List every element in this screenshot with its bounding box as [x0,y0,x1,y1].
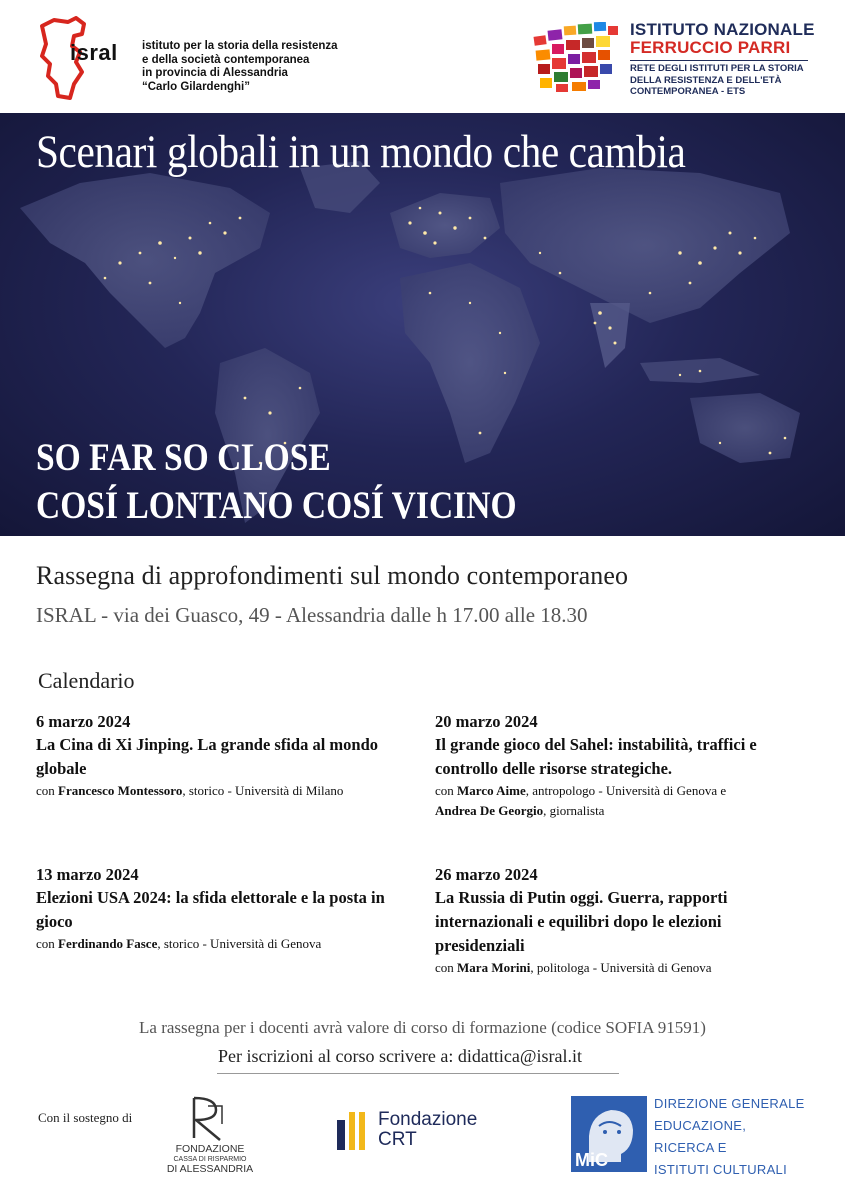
calendar-heading: Calendario [38,668,135,693]
event-date: 26 marzo 2024 [435,865,538,884]
location-time: ISRAL - via dei Guasco, 49 - Alessandria dalle h 17.00 alle 18.30 [36,603,588,627]
enrolment-underline [217,1073,619,1074]
event-speaker: con Mara Morini, politologa - Università di Genova [435,960,712,975]
series-subtitle: Rassegna di approfondimenti sul mondo contemporaneo [36,561,629,590]
event-date: 6 marzo 2024 [36,712,131,731]
banner-subtitle-english: SO FAR SO CLOSE [36,436,331,479]
event-item [435,711,805,821]
fondazione-cra-logo [186,1094,230,1144]
event-item [36,711,416,801]
parri-mosaic-logo [530,22,622,94]
header [0,0,845,112]
event-item [36,864,416,954]
event-item [435,864,805,978]
banner-subtitle-italian: COSÍ LONTANO COSÍ VICINO [36,484,517,527]
event-speaker: con Marco Aime, antropologo - Università di Genova e Andrea De Georgio, giornalista [435,783,727,818]
event-title: La Russia di Putin oggi. Guerra, rapporti internazionali e equilibri dopo le elezioni presidenziali [435,888,728,955]
parri-network-text: RETE DEGLI ISTITUTI PER LA STORIA DELLA RESISTENZA E DELL'ETÀ CONTEMPORANEA - ETS [630,63,804,97]
fondazione-crt-logo [335,1110,371,1150]
event-date: 20 marzo 2024 [435,712,538,731]
event-title: La Cina di Xi Jinping. La grande sfida al mondo globale [36,735,379,778]
event-speaker: con Ferdinando Fasce, storico - Università di Genova [36,936,322,951]
mic-direction-text: DIREZIONE GENERALE EDUCAZIONE, RICERCA E ISTITUTI CULTURALI [654,1096,805,1177]
event-title: Elezioni USA 2024: la sfida elettorale e la posta in gioco [36,888,385,931]
enrolment-email-link[interactable]: Per iscrizioni al corso scrivere a: didattica@isral.it [218,1046,582,1066]
banner-title: Scenari globali in un mondo che cambia [36,126,686,178]
support-label: Con il sostegno di [38,1110,133,1125]
event-date: 13 marzo 2024 [36,865,139,884]
training-note: La rassegna per i docenti avrà valore di corso di formazione (codice SOFIA 91591) [139,1018,706,1037]
mic-label: MiC [575,1150,608,1170]
parri-title-line-1: ISTITUTO NAZIONALE [630,20,815,39]
event-speaker: con Francesco Montessoro, storico - Università di Milano [36,783,344,798]
isral-wordmark: isral [70,40,118,65]
isral-description: istituto per la storia della resistenza e della società contemporanea in provincia di Alessandria “Carlo Gilardenghi” [142,40,338,93]
event-title: Il grande gioco del Sahel: instabilità, traffici e controllo delle risorse strategiche. [435,735,757,778]
mic-logo [571,1096,647,1172]
fondazione-cra-text: FONDAZIONE CASSA DI RISPARMIO DI ALESSANDRIA [166,1143,254,1175]
fondazione-crt-text: Fondazione CRT [378,1109,478,1150]
parri-title-line-2: FERRUCCIO PARRI [630,38,791,57]
world-night-map-banner [0,113,845,536]
parri-divider [630,60,808,61]
